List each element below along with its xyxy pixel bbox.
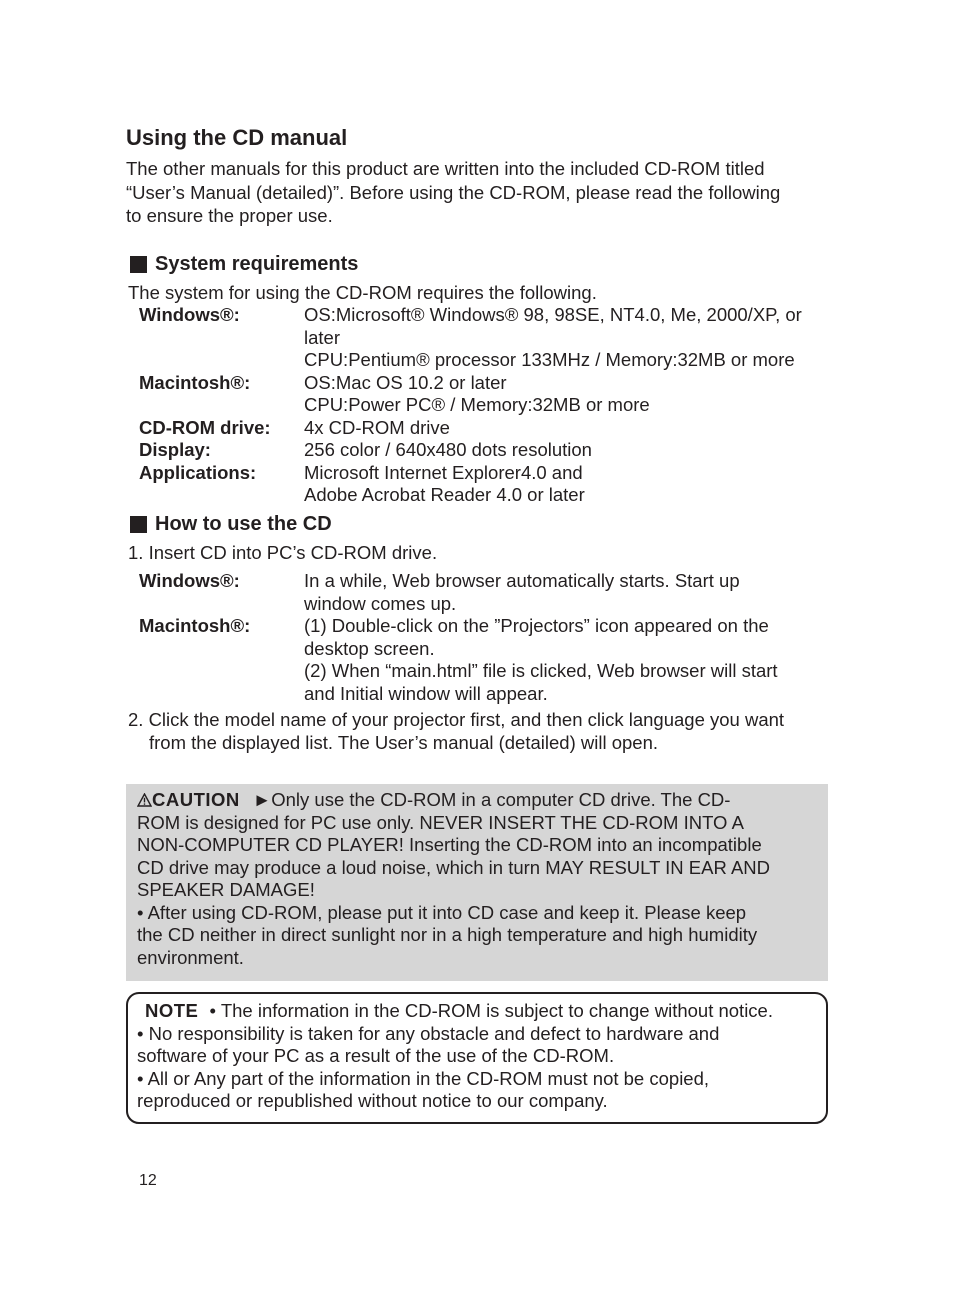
note-line: • All or Any part of the information in the CD-ROM must not be copied, [137,1067,710,1089]
value-line: (2) When “main.html” file is clicked, Web browser will start [304,660,778,681]
value-line: 4x CD-ROM drive [304,416,450,438]
requirement-label: Display: [139,439,211,460]
section-heading-text: How to use the CD [155,513,332,535]
caution-line: environment. [137,946,244,968]
step-2-line: from the displayed list. The User’s manual (detailed) will open. [149,731,658,753]
note-box [126,992,828,1124]
caution-label: CAUTION [152,789,240,810]
value-line: In a while, Web browser automatically starts. Start up [304,570,740,591]
requirement-row-cdrom-drive [139,417,839,440]
value-line: later [304,326,340,348]
how-to-row-windows [139,570,839,615]
system-requirements-lead: The system for using the CD-ROM requires the following. [128,282,597,303]
step-1: 1. Insert CD into PC’s CD-ROM drive. [128,542,438,563]
how-to-label: Macintosh®: [139,615,251,636]
caution-line: • After using CD-ROM, please put it into CD case and keep it. Please keep [137,901,747,923]
requirement-label: CD-ROM drive: [139,416,271,438]
requirement-value [304,417,839,440]
page-title: Using the CD manual [126,125,348,150]
system-requirements-table [139,304,839,507]
how-to-value [304,615,839,705]
intro-line: “User’s Manual (detailed)”. Before using the CD-ROM, please read the following [126,181,781,203]
note-first-line [137,1000,818,1023]
intro-paragraph [126,157,846,228]
value-line: window comes up. [304,592,457,614]
caution-first-line [137,789,817,812]
caution-line: SPEAKER DAMAGE! [137,879,315,900]
requirement-value [304,462,839,507]
page-number: 12 [139,1172,157,1189]
system-requirements-heading [130,252,358,276]
note-line: reproduced or republished without notice to our company. [137,1090,608,1111]
value-line: OS:Mac OS 10.2 or later [304,371,507,393]
how-to-label: Windows®: [139,570,240,591]
value-line: 256 color / 640x480 dots resolution [304,439,592,460]
value-line: Adobe Acrobat Reader 4.0 or later [304,484,585,505]
how-to-value [304,570,839,615]
arrow-right-icon: ► [252,789,272,810]
caution-line: CD drive may produce a loud noise, which in turn MAY RESULT IN EAR AND [137,856,771,878]
note-label: NOTE [145,1000,199,1021]
requirement-row-macintosh [139,372,839,417]
requirement-label: Applications: [139,461,257,483]
value-line: CPU:Power PC® / Memory:32MB or more [304,394,650,415]
step-2-line: 2. Click the model name of your projector first, and then click language you want [128,709,785,730]
requirement-value [304,372,839,417]
square-bullet-icon [130,516,147,533]
caution-text: Only use the CD-ROM in a computer CD drive. The CD- [271,789,731,810]
value-line: CPU:Pentium® processor 133MHz / Memory:32MB or more [304,349,795,370]
caution-line: ROM is designed for PC use only. NEVER INSERT THE CD-ROM INTO A [137,811,744,833]
how-to-use-heading [130,512,332,536]
value-line: OS:Microsoft® Windows® 98, 98SE, NT4.0, Me, 2000/XP, or [304,304,802,325]
intro-line: The other manuals for this product are written into the included CD-ROM titled [126,158,765,179]
requirement-value [304,439,839,462]
value-line: and Initial window will appear. [304,682,548,704]
requirement-row-display [139,439,839,462]
step-2 [128,709,848,754]
note-line: software of your PC as a result of the use of the CD-ROM. [137,1045,615,1066]
how-to-row-macintosh [139,615,839,705]
how-to-use-table [139,570,839,705]
requirement-label: Macintosh®: [139,371,251,393]
warning-triangle-icon [137,793,152,807]
caution-box [126,784,828,981]
value-line: (1) Double-click on the ”Projectors” icon appeared on the [304,615,769,636]
requirement-value [304,304,839,372]
square-bullet-icon [130,256,147,273]
requirement-row-windows [139,304,839,372]
section-heading-text: System requirements [155,253,359,275]
note-line: • No responsibility is taken for any obstacle and defect to hardware and [137,1022,720,1044]
value-line: Microsoft Internet Explorer4.0 and [304,461,583,483]
caution-line: NON-COMPUTER CD PLAYER! Inserting the CD-ROM into an incompatible [137,834,762,855]
caution-line: the CD neither in direct sunlight nor in a high temperature and high humidity [137,924,758,945]
requirement-row-applications [139,462,839,507]
note-text: • The information in the CD-ROM is subject to change without notice. [209,1000,773,1021]
intro-line: to ensure the proper use. [126,205,333,226]
requirement-label: Windows®: [139,304,240,325]
value-line: desktop screen. [304,637,435,659]
